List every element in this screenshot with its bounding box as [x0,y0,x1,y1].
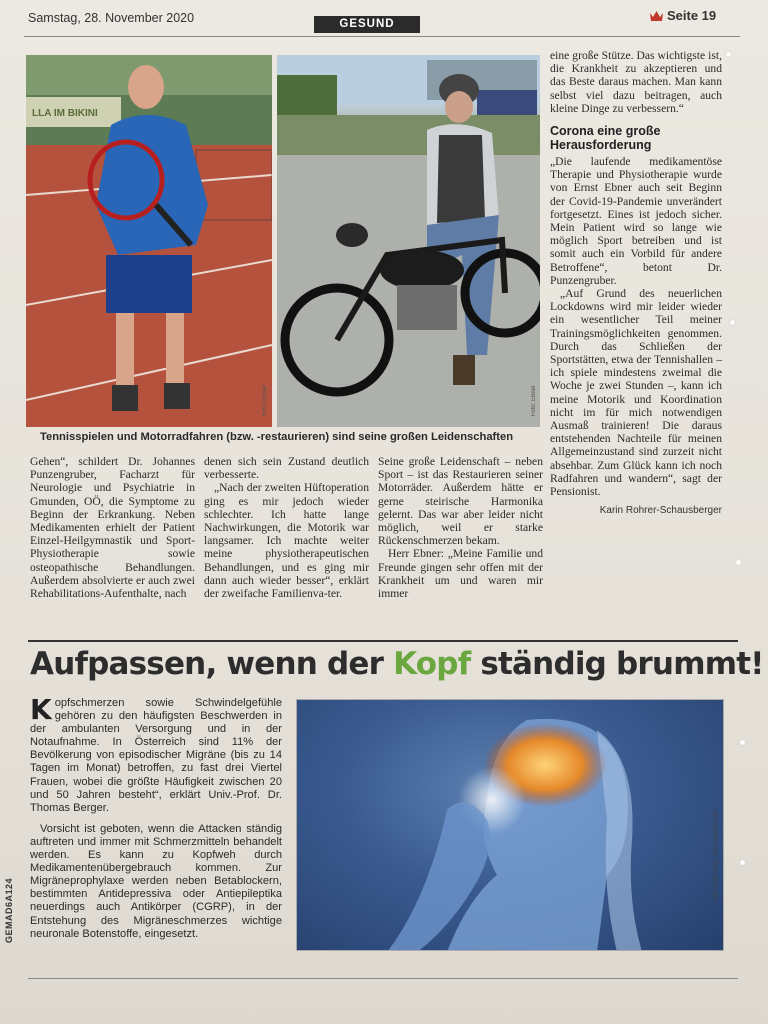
column-2-paragraph: „Nach der zweiten Hüftoperation ging es mir jedoch wieder schlechter. Ich hatte lange Nachwirkungen, die Motorik war langsamer. Ich machte weiter meine physiotherapeutischen Behandlungen, und es ging mir dann auch wieder besser“, erklärt der zweifache Familienva-ter. [204,481,369,601]
bottom-rule [28,978,738,979]
column-2-paragraph: denen sich sein Zustand deutlich verbesserte. [204,455,369,482]
photo-credit-left: Foto: Ebner [262,385,268,417]
motorcycle-scene [277,55,540,427]
article-column-2 [204,455,369,600]
article-divider [28,640,738,642]
photo-motorcycle-rider [277,55,540,427]
article-column-1 [30,455,195,600]
article-2-para1: opfschmerzen sowie Schwindelgefühle gehören zu den häufigsten Beschwerden in der ambulanten Versorgung und in der Notaufnahme. In Österreich sind 11% der Bevölkerung von episodischer Migräne (bis zu 14 Tagen im Monat) betroffen, zu fast drei Viertel Frauen, wobei die größte Häufigkeit zwischen 20 und 50 Jahren besteht“, erklärt Univ.-Prof. Dr. Thomas Berger. [30,697,282,814]
column-4-paragraph: „Auf Grund des neuerlichen Lockdowns wird mir leider wieder ein wesentlicher Teil meiner Trainingsmöglichkeiten genommen. Durch das Schließen der Sportstätten, etwa der Tennishallen – ich spiele mindestens zweimal die Woche je zwei Stunden –, kann ich meine Motorik und Koordination nicht im für mich notwendigen Ausmaß trainieren! Die daraus entstehenden Nachteile für meinen Allgemeinzustand sind zurzeit nicht absehbar. Zum Glück kann ich noch Radfahren und wandern“, sagt der Pensionist. [550,287,722,499]
issue-date: Samstag, 28. November 2020 [28,11,195,25]
binder-hole [740,740,745,745]
column-1-text: Gehen“, schildert Dr. Johannes Punzengruber, Facharzt für Neurologie und Psychiatrie in Gmunden, OÖ, die Symptome zu Beginn der Erkrankung. Neben Medikamenten erhielt der Patient Einzel-Heilgymnastik und Sport-Physiotherapie sowie osteopathische Behandlungen. Außerdem absolvierte er auch zwei Rehabilitations-Aufenthalte, nach [30,455,195,601]
headline-part: Aufpassen, wenn der [30,646,394,682]
article-2-body [30,693,282,941]
photo-credit-right: Foto: Ebner [531,385,537,417]
photo-tennis-player [26,55,272,427]
headline-accent: Kopf [393,646,471,682]
headache-illustration [297,700,724,951]
header-rule [24,36,740,37]
binder-hole [740,860,745,865]
binder-hole [730,320,735,325]
binder-hole [736,560,741,565]
photo-caption: Tennisspielen und Motorradfahren (bzw. -restaurieren) sind seine großen Leidenschaften [40,431,514,443]
column-4-intro: eine große Stütze. Das wichtigste ist, die Krankheit zu akzeptieren und das Beste daraus machen. Man kann selbst viel dazu beitragen, auch kleine Dinge zu verbessern.“ [550,49,722,115]
article-2-headline [30,646,764,682]
banner-text: LLA IM BIKINI [32,108,98,119]
article-2-paragraph: Vorsicht ist geboten, wenn die Attacken ständig auftreten und immer mit Schmerzmitteln behandelt werden. Es kann zu Kopfweh durch Medikamentenübergebrauch kommen. Zur Migräneprophylaxe werden neben Betablockern, bestimmten Antidepressiva oder Antiepileptika neuerdings auch Antikörper (CGRP), in der Entstehung des Migräneschmerzes wichtige neuronale Botenstoffe, eingesetzt. [30,822,282,940]
article-column-4 [550,49,722,518]
headline-part: ständig brummt! [470,646,764,682]
column-3-paragraph: Herr Ebner: „Meine Familie und Freunde gingen sehr offen mit der Krankheit um und waren mir immer [378,547,543,601]
photo-headache-illustration [296,699,724,951]
article-column-3 [378,455,543,600]
binder-hole [726,52,731,57]
article-2-paragraph [30,693,282,815]
side-code: GEMAD6A124 [4,878,14,944]
column-4-paragraph: „Die laufende medikamentöse Therapie und Physiotherapie wurde von Ernst Ebner auch seit Beginn der Covid-19-Pandemie unverändert fortgesetzt. Eines ist jedoch sicher. Mein Patient wird so lange wie möglich Sport betreiben und ist somit auch ein Vorbild für andere Betroffene“, betont Dr. Punzengruber. [550,155,722,287]
column-3-paragraph: Seine große Leidenschaft – neben Sport – ist das Restaurieren seiner Motorräder. Außerdem hätte er gerne steirische Harmonika gelernt. Das war aber leider nicht möglich, weil er starke Rückenschmerzen bekam. [378,455,543,548]
crown-icon [650,11,663,21]
dropcap: K [30,693,52,726]
page-number [650,8,716,23]
author-byline: Karin Rohrer-Schausberger [599,505,722,517]
page-number-label: Seite 19 [667,8,717,23]
subheading: Corona eine große Herausforderung [550,124,661,153]
photo-credit-headache: Foto: Axel Kock - stock.adobe.com [713,810,719,903]
tennis-scene [26,55,272,427]
section-label: GESUND [314,16,420,33]
